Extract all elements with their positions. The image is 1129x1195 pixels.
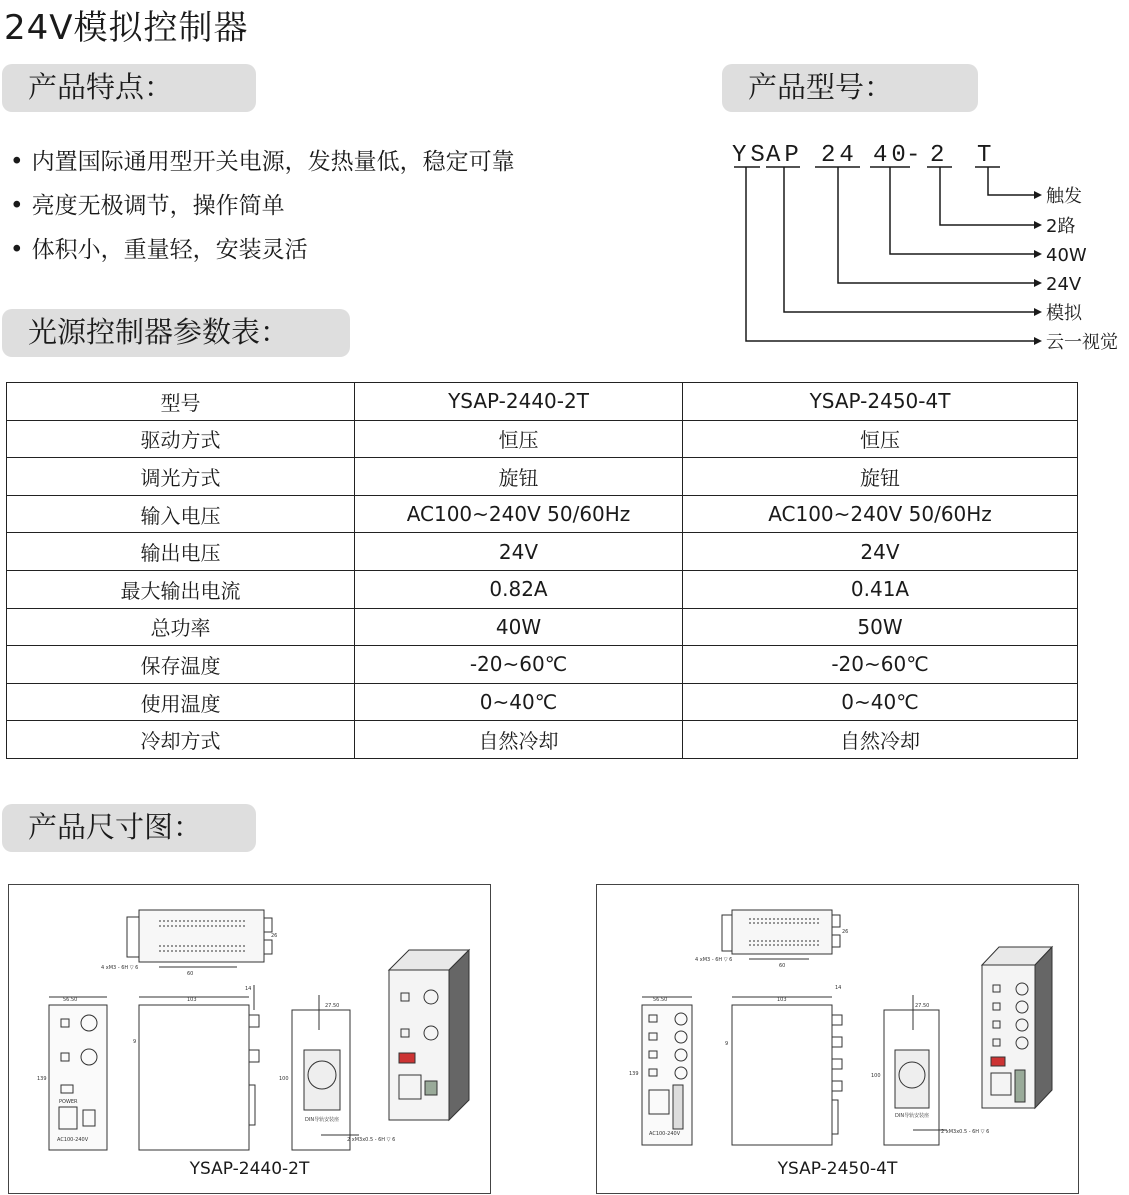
- code-seg-power: 40: [873, 142, 910, 169]
- dim-label: 14: [245, 986, 252, 992]
- table-row: [7, 420, 1078, 458]
- table-cell: 自然冷却: [683, 721, 1078, 759]
- table-cell: 输入电压: [7, 495, 355, 533]
- table-cell: 恒压: [683, 420, 1078, 458]
- table-cell: YSAP-2450-4T: [683, 383, 1078, 421]
- features-section-heading: 产品特点：: [2, 64, 256, 112]
- code-seg-voltage: 24: [821, 142, 858, 169]
- feature-item: • 内置国际通用型开关电源，发热量低，稳定可靠: [10, 140, 515, 184]
- params-section-heading: 光源控制器参数表：: [2, 309, 350, 357]
- table-cell: 冷却方式: [7, 721, 355, 759]
- dim-label: 56.50: [63, 997, 78, 1003]
- table-cell: 恒压: [355, 420, 683, 458]
- table-cell: 旋钮: [355, 458, 683, 496]
- table-cell: 24V: [683, 533, 1078, 571]
- feature-item: • 亮度无极调节，操作简单: [10, 184, 515, 228]
- dim-label: 2 xM3x0.5 - 6H ▽ 6: [941, 1129, 990, 1135]
- drawing-caption-2ch: YSAP-2440-2T: [189, 1159, 310, 1179]
- dim-label: 2 xM3x0.5 - 6H ▽ 6: [347, 1137, 396, 1143]
- table-cell: 0~40℃: [355, 683, 683, 721]
- table-header-row: [7, 383, 1078, 421]
- dim-label: 9: [133, 1039, 137, 1045]
- table-row: [7, 570, 1078, 608]
- dims-section-heading: 产品尺寸图：: [2, 804, 256, 852]
- drawing-2ch-svg: [9, 885, 492, 1195]
- code-seg-channels: 2: [930, 142, 949, 169]
- table-row: [7, 683, 1078, 721]
- model-section-heading: 产品型号：: [722, 64, 978, 112]
- table-row: [7, 646, 1078, 684]
- dim-label: AC100-240V: [57, 1137, 89, 1143]
- dim-label: 139: [629, 1071, 639, 1077]
- dim-label: 4 xM3 - 6H ▽ 6: [695, 957, 733, 963]
- dim-label: 4 xM3 - 6H ▽ 6: [101, 965, 139, 971]
- table-row: [7, 608, 1078, 646]
- dim-label: POWER: [59, 1099, 78, 1105]
- table-cell: 使用温度: [7, 683, 355, 721]
- dim-label: 139: [37, 1076, 47, 1082]
- table-cell: 40W: [355, 608, 683, 646]
- dim-label: 26: [271, 933, 278, 939]
- code-seg-trigger: T: [977, 142, 996, 169]
- drawing-4ch-svg: [597, 885, 1080, 1195]
- dim-label: 56.50: [653, 997, 668, 1003]
- drawing-caption-4ch: YSAP-2450-4T: [777, 1159, 898, 1179]
- feature-item: • 体积小，重量轻，安装灵活: [10, 228, 515, 272]
- table-cell: 50W: [683, 608, 1078, 646]
- table-cell: -20~60℃: [355, 646, 683, 684]
- page-title: 24V模拟控制器: [4, 8, 249, 48]
- code-meaning-voltage: 24V: [1046, 274, 1082, 295]
- code-seg-ap: AP: [766, 142, 803, 169]
- table-row: [7, 458, 1078, 496]
- table-cell: 调光方式: [7, 458, 355, 496]
- dim-label: DIN导轨安装座: [305, 1117, 340, 1123]
- code-meaning-trigger: 触发: [1046, 186, 1082, 207]
- table-cell: AC100~240V 50/60Hz: [355, 495, 683, 533]
- dim-label: 103: [777, 997, 787, 1003]
- code-meaning-brand: 云一视觉: [1046, 332, 1118, 353]
- table-cell: 型号: [7, 383, 355, 421]
- dim-label: AC100-240V: [649, 1131, 681, 1137]
- table-cell: 0.41A: [683, 570, 1078, 608]
- table-cell: 总功率: [7, 608, 355, 646]
- dim-label: 60: [779, 963, 786, 969]
- table-row: [7, 495, 1078, 533]
- dim-label: 14: [835, 985, 842, 991]
- dimension-drawing-4ch: [596, 884, 1079, 1194]
- table-cell: 驱动方式: [7, 420, 355, 458]
- code-meaning-power: 40W: [1046, 245, 1087, 266]
- dim-label: 26: [842, 929, 849, 935]
- table-cell: 0~40℃: [683, 683, 1078, 721]
- dim-label: 60: [187, 971, 194, 977]
- parameter-table: [6, 382, 1078, 759]
- model-code-diagram: [720, 135, 1129, 355]
- table-cell: 输出电压: [7, 533, 355, 571]
- table-cell: 最大输出电流: [7, 570, 355, 608]
- dim-label: DIN导轨安装座: [895, 1113, 930, 1119]
- code-meaning-type: 模拟: [1046, 303, 1082, 324]
- code-seg-dash: -: [906, 142, 925, 169]
- table-cell: 24V: [355, 533, 683, 571]
- dim-label: 100: [871, 1073, 881, 1079]
- table-cell: 保存温度: [7, 646, 355, 684]
- dim-label: 9: [725, 1041, 729, 1047]
- table-cell: 0.82A: [355, 570, 683, 608]
- table-cell: -20~60℃: [683, 646, 1078, 684]
- dim-label: 100: [279, 1076, 289, 1082]
- dim-label: 27.50: [325, 1003, 340, 1009]
- code-seg-ys: YS: [732, 142, 769, 169]
- table-cell: AC100~240V 50/60Hz: [683, 495, 1078, 533]
- dimension-drawing-2ch: [8, 884, 491, 1194]
- table-row: [7, 721, 1078, 759]
- table-cell: 自然冷却: [355, 721, 683, 759]
- dim-label: 103: [187, 997, 197, 1003]
- dim-label: 27.50: [915, 1003, 930, 1009]
- table-cell: 旋钮: [683, 458, 1078, 496]
- code-meaning-channels: 2路: [1046, 216, 1076, 237]
- feature-list: [10, 140, 515, 272]
- table-row: [7, 533, 1078, 571]
- table-cell: YSAP-2440-2T: [355, 383, 683, 421]
